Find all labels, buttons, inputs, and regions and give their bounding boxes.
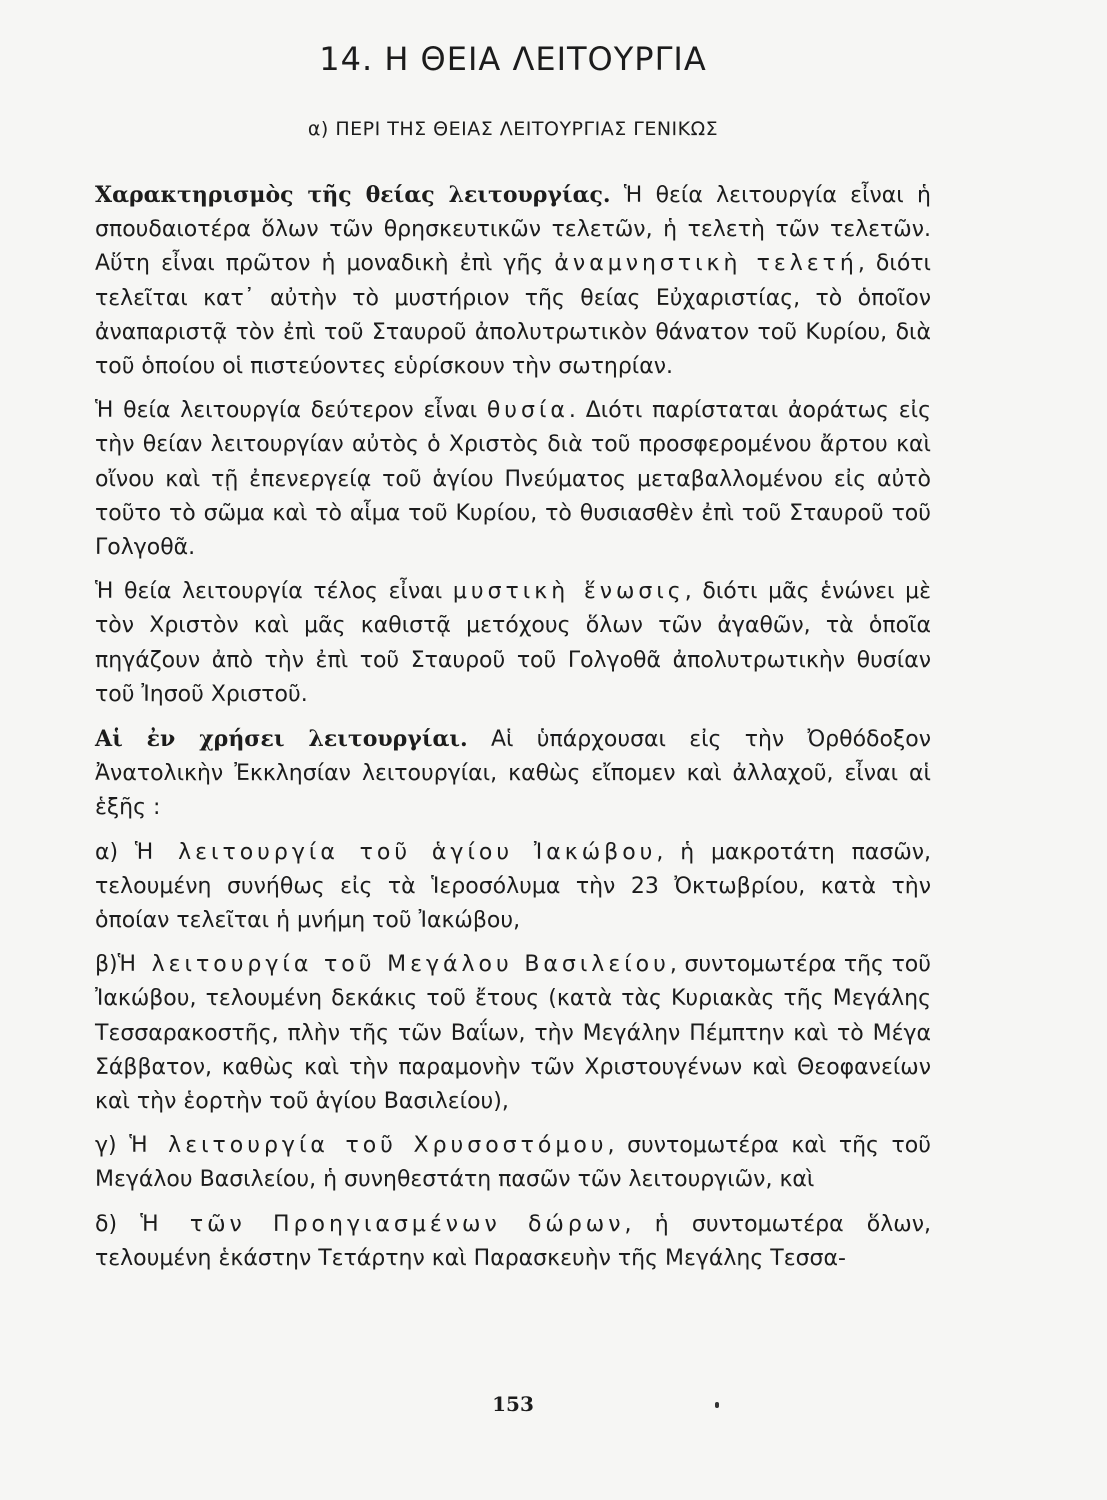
paragraph-text: Ἡ θεία λειτουργία τέλος εἶναι [95,579,453,605]
emphasized-term: μυστικὴ ἕνωσις [452,579,685,605]
paragraph-sacrifice [95,394,931,565]
paragraph-text: Ἡ θεία λειτουργία δεύτερον εἶναι [95,398,487,424]
emphasized-term: ἀναμνηστικὴ τελετή [554,251,858,277]
paragraph-text: . Διότι παρίσταται ἀοράτως εἰς τὴν θείαν λειτουργίαν αὐτὸς ὁ Χριστὸς διὰ τοῦ προσφερομένου ἄρτου καὶ οἴνου καὶ τῇ ἐπενεργείᾳ τοῦ ἁγίου Πνεύματος μεταβαλλομένου εἰς αὐτὸ τοῦτο τὸ σῶμα καὶ τὸ αἷμα τοῦ Κυρίου, τὸ θυσιασθὲν ἐπὶ τοῦ Σταυροῦ τοῦ Γολγοθᾶ. [95,398,931,561]
book-page [95,0,931,1500]
paragraph-text: , διότι μᾶς ἑνώνει μὲ τὸν Χριστὸν καὶ μᾶς καθιστᾷ μετόχους ὅλων τῶν ἀγαθῶν, τὰ ὁποῖα πηγάζουν ἀπὸ τὴν ἐπὶ τοῦ Σταυροῦ τοῦ Γολγοθᾶ ἀπολυτρωτικὴν θυσίαν τοῦ Ἰησοῦ Χριστοῦ. [95,579,932,707]
page-body [95,178,931,1276]
paragraph-heading: Χαρακτηρισμὸς τῆς θείας λειτουργίας. [95,182,611,208]
list-marker: γ) [95,1133,130,1159]
list-item [95,1129,931,1197]
emphasized-term: Ἡ τῶν Προηγιασμένων δώρων [140,1211,625,1237]
page-number: 153 [492,1392,534,1416]
paragraph-text: , διότι τελεῖται κατ᾿ αὐτὴν τὸ μυστήριον τῆς θείας Εὐχαριστίας, τὸ ὁποῖον ἀναπαριστᾷ τὸν ἐπὶ τοῦ Σταυροῦ ἀπολυτρωτικὸν θάνατον τοῦ Κυρίου, διὰ τοῦ ὁποίου οἱ πιστεύοντες εὑρίσκουν τὴν σωτηρίαν. [95,251,931,380]
paragraph-text: Αἱ ὑπάρχουσαι εἰς τὴν Ὀρθόδοξον Ἀνατολικὴν Ἐκκλησίαν λειτουργίαι, καθὼς εἴπομεν καὶ ἀλλαχοῦ, εἶναι αἱ ἑξῆς : [95,727,931,821]
chapter-title: 14. Η ΘΕΙΑ ΛΕΙΤΟΥΡΓΙΑ [319,40,707,78]
list-marker: α) [95,839,135,865]
ink-speck [715,1402,719,1408]
list-item-text: , ἡ συντομωτέρα ὅλων, τελουμένη ἑκάστην Τετάρτην καὶ Παρασκευὴν τῆς Μεγάλης Τεσσα- [95,1211,931,1271]
list-item [95,1208,931,1276]
paragraph-text: Ἡ θεία λειτουργία εἶναι ἡ σπουδαιοτέρα ὅλων τῶν θρησκευτικῶν τελετῶν, ἡ τελετὴ τῶν τελετῶν. Αὕτη εἶναι πρῶτον ἡ μοναδικὴ ἐπὶ γῆς [95,183,931,277]
paragraph-heading: Αἱ ἐν χρήσει λειτουργίαι. [95,726,468,753]
list-item-text: , συντομωτέρα τῆς τοῦ Ἰακώβου, τελουμένη δεκάκις τοῦ ἔτους (κατὰ τὰς Κυριακὰς τῆς Μεγάλης Τεσσαρακοστῆς, πλὴν τῆς τῶν Βαΐων, τὴν Μεγάλην Πέμπτην καὶ τὸ Μέγα Σάββατον, καθὼς καὶ τὴν παραμονὴν τῶν Χριστουγένων καὶ Θεοφανείων καὶ τὴν ἑορτὴν τοῦ ἁγίου Βασιλείου), [95,952,931,1115]
list-item-text: , ἡ μακροτάτη πασῶν, τελουμένη συνήθως εἰς τὰ Ἱεροσόλυμα τὴν 23 Ὀκτωβρίου, κατὰ τὴν ὁποίαν τελεῖται ἡ μνήμη τοῦ Ἰακώβου, [95,839,932,934]
list-marker: δ) [95,1211,141,1237]
section-title: α) ΠΕΡΙ ΤΗΣ ΘΕΙΑΣ ΛΕΙΤΟΥΡΓΙΑΣ ΓΕΝΙΚΩΣ [307,118,719,140]
list-item [95,948,931,1119]
paragraph-liturgies-in-use [95,722,931,826]
paragraph-mystical-union [95,575,931,712]
emphasized-term: Ἡ λειτουργία τοῦ ἁγίου Ἰακώβου [134,839,657,865]
emphasized-term: Ἡ λειτουργία τοῦ Χρυσοστόμου [129,1133,608,1159]
emphasized-term: θυσία [486,398,569,424]
list-item [95,836,931,939]
list-item-text: , συντομωτέρα καὶ τῆς τοῦ Μεγάλου Βασιλείου, ἡ συνηθεστάτη πασῶν τῶν λειτουργιῶν, καὶ [95,1133,931,1193]
emphasized-term: Ἡ λειτουργία τοῦ Μεγάλου Βασιλείου [117,952,670,978]
paragraph-characterization [95,178,931,384]
list-marker: β) [95,952,118,978]
